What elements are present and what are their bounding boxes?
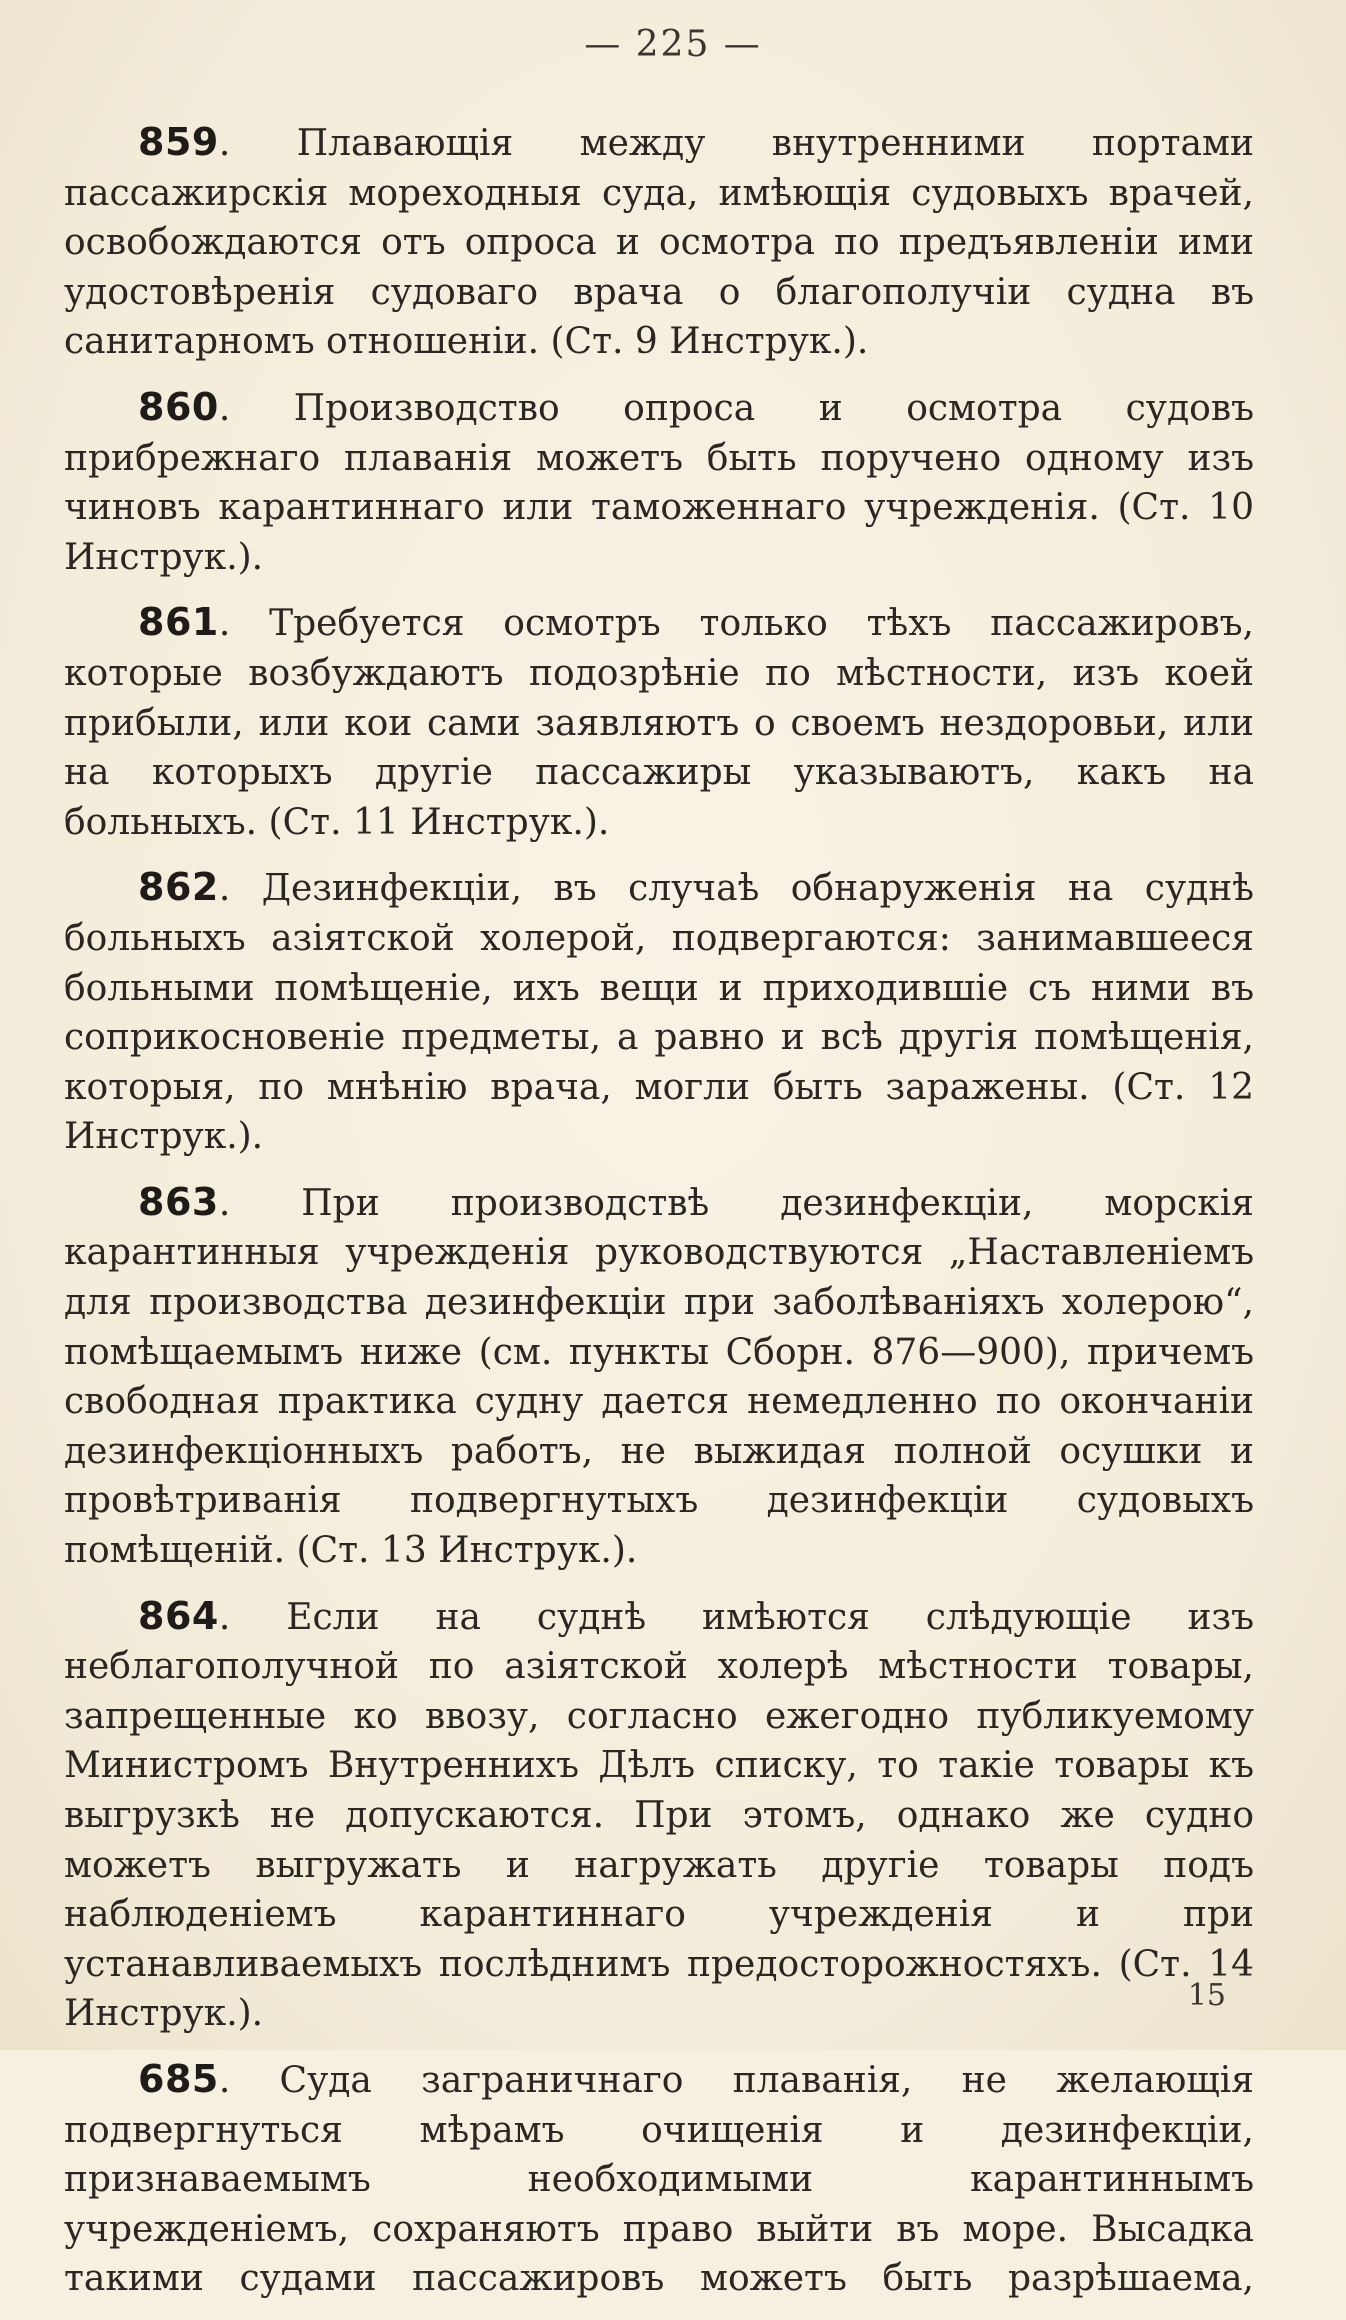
body-text — [64, 118, 1254, 2320]
paragraph-number: 863 — [138, 1179, 219, 1224]
paragraph-862 — [64, 863, 1254, 1162]
paragraph-text: . При производствѣ дезинфекціи, морскія карантинныя учрежденія руководствуются „Наставленіемъ для производства дезинфекціи при заболѣваніяхъ холерою“, помѣщаемымъ ниже (см. пункты Сборн. 876—900), причемъ свободная практика судну дается немедленно по окончаніи дезинфекціонныхъ работъ, не выжидая полной осушки и провѣтриванія подвергнутыхъ дезинфекціи судовыхъ помѣщеній. (Ст. 13 Инструк.). — [64, 1182, 1254, 1572]
paragraph-number: 864 — [138, 1593, 219, 1638]
paragraph-number: 862 — [138, 865, 219, 910]
paragraph-text: . Дезинфекціи, въ случаѣ обнаруженія на суднѣ больныхъ азіятской холерой, подвергаются: занимавшееся больными помѣщеніе, ихъ вещи и приходившіе съ ними въ соприкосновеніе предметы, а равно и всѣ другія помѣщенія, которыя, по мнѣнію врача, могли быть заражены. (Ст. 12 Инструк.). — [64, 868, 1254, 1158]
paragraph-859 — [64, 118, 1254, 367]
paragraph-861 — [64, 598, 1254, 847]
paragraph-number: 685 — [138, 2056, 219, 2101]
paragraph-864 — [64, 1592, 1254, 2039]
paragraph-text: . Если на суднѣ имѣются слѣдующіе изъ неблагополучной по азіятской холерѣ мѣстности товары, запрещенные ко ввозу, согласно ежегодно публикуемому Министромъ Внутреннихъ Дѣлъ списку, то такіе товары къ выгрузкѣ не допускаются. При этомъ, однако же судно можетъ выгружать и нагружать другіе товары подъ наблюденіемъ карантиннаго учрежденія и при устанавливаемыхъ послѣднимъ предосторожностяхъ. (Ст. 14 Инструк.). — [64, 1596, 1254, 2035]
paragraph-number: 859 — [138, 120, 219, 164]
page-number-header: — 225 — — [584, 24, 762, 65]
paragraph-number: 861 — [138, 600, 219, 645]
paragraph-text: . Плавающія между внутренними портами пассажирскія мореходныя суда, имѣющія судовыхъ врачей, освобождаются отъ опроса и осмотра по предъявленіи ими удостовѣренія судоваго врача о благополучіи судна въ санитарномъ отношеніи. (Ст. 9 Инструк.). — [64, 123, 1254, 363]
paragraph-text: . Производство опроса и осмотра судовъ прибрежнаго плаванія можетъ быть поручено одному изъ чиновъ карантиннаго или таможеннаго учрежденія. (Ст. 10 Инструк.). — [64, 387, 1254, 578]
paragraph-860 — [64, 383, 1254, 582]
paragraph-text: . Суда заграничнаго плаванія, не желающія подвергнуться мѣрамъ очищенія и дезинфекціи, признаваемымъ необходимыми карантиннымъ учрежденіемъ, сохраняютъ право выйти въ море. Высадка такими судами пассажировъ можетъ быть разрѣшаема, — [64, 2059, 1254, 2300]
paragraph-863 — [64, 1178, 1254, 1576]
paragraph-685 — [64, 2055, 1254, 2304]
paragraph-number: 860 — [138, 384, 219, 429]
paragraph-text: . Требуется осмотръ только тѣхъ пассажировъ, которые возбуждаютъ подозрѣніе по мѣстности, изъ коей прибыли, или кои сами заявляютъ о своемъ нездоровьи, или на которыхъ другіе пассажиры указываютъ, какъ на больныхъ. (Ст. 11 Инструк.). — [64, 603, 1254, 843]
signature-mark: 15 — [1187, 1978, 1226, 2013]
